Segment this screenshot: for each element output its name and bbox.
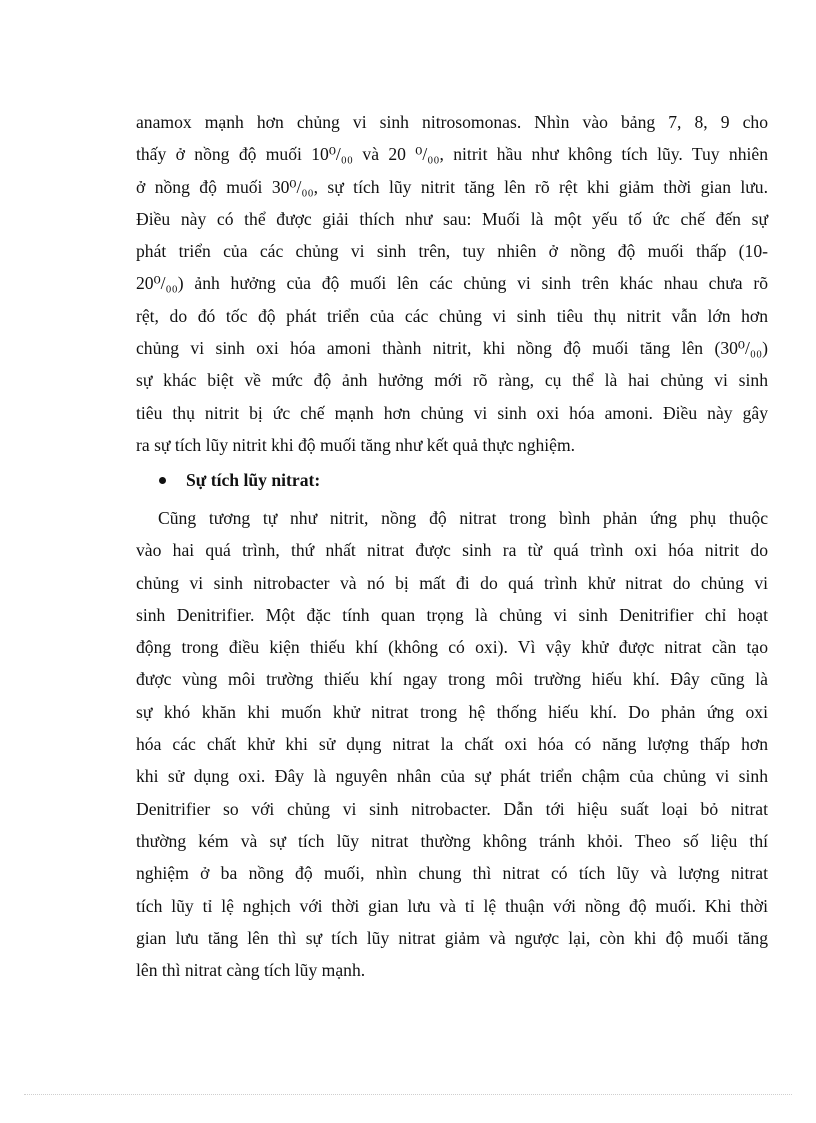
text-line: hóa các chất khử khi sử dụng nitrat la chất oxi hóa có năng lượng thấp hơn: [136, 734, 768, 755]
section-heading-nitrate: [159, 464, 320, 496]
text-line: Denitrifier so với chủng vi sinh nitrobacter. Dẫn tới hiệu suất loại bỏ nitrat: [136, 798, 768, 819]
text-line: Điều này có thể được giải thích như sau: Muối là một yếu tố ức chế đến sự: [136, 208, 768, 229]
text-line: ra sự tích lũy nitrit khi độ muối tăng như kết quả thực nghiệm.: [136, 434, 576, 455]
text-line: vào hai quá trình, thứ nhất nitrat được sinh ra từ quá trình oxi hóa nitrit do: [136, 540, 768, 561]
text-line: nghiệm ở ba nồng độ muối, nhìn chung thì nitrat có tích lũy và lượng nitrat: [136, 863, 768, 884]
text-line: sự khó khăn khi muốn khử nitrat trong hệ thống hiếu khí. Do phản ứng oxi: [136, 701, 768, 722]
section-heading-text: Sự tích lũy nitrat:: [186, 470, 321, 490]
text-line: khi sử dụng oxi. Đây là nguyên nhân của sự phát triển chậm của chủng vi sinh: [136, 766, 768, 787]
text-line: lên thì nitrat càng tích lũy mạnh.: [136, 960, 366, 981]
text-line: Cũng tương tự như nitrit, nồng độ nitrat trong bình phản ứng phụ thuộc: [158, 508, 768, 528]
text-line: chủng vi sinh oxi hóa amoni thành nitrit, khi nồng độ muối tăng lên (30⁰/₀₀): [136, 338, 768, 359]
bullet-icon: [159, 477, 166, 484]
text-line: thường kém và sự tích lũy nitrat thường không tránh khỏi. Theo số liệu thí: [136, 830, 768, 851]
text-line: ở nồng độ muối 30⁰/₀₀, sự tích lũy nitrit tăng lên rõ rệt khi giảm thời gian lưu.: [136, 176, 768, 197]
text-line: rệt, do đó tốc độ phát triển của các chủng vi sinh tiêu thụ nitrit vẫn lớn hơn: [136, 305, 768, 326]
page-footer-divider: [24, 1094, 792, 1095]
text-line: gian lưu tăng lên thì sự tích lũy nitrat giảm và ngược lại, còn khi độ muối tăng: [136, 927, 768, 948]
paragraph-nitrite-explanation: [136, 106, 768, 461]
text-line: 20⁰/₀₀) ảnh hưởng của độ muối lên các chủng vi sinh trên khác nhau chưa rõ: [136, 273, 768, 294]
text-line: tích lũy tỉ lệ nghịch với thời gian lưu và tỉ lệ thuận với nồng độ muối. Khi thời: [136, 895, 768, 916]
text-line: anamox mạnh hơn chủng vi sinh nitrosomonas. Nhìn vào bảng 7, 8, 9 cho: [136, 112, 768, 132]
text-line: sự khác biệt về mức độ ảnh hưởng mới rõ ràng, cụ thể là hai chủng vi sinh: [136, 370, 768, 391]
text-line: thấy ở nồng độ muối 10⁰/₀₀ và 20 ⁰/₀₀, nitrit hầu như không tích lũy. Tuy nhiên: [136, 144, 768, 165]
text-line: sinh Denitrifier. Một đặc tính quan trọng là chủng vi sinh Denitrifier chỉ hoạt: [136, 604, 768, 625]
text-line: tiêu thụ nitrit bị ức chế mạnh hơn chủng vi sinh oxi hóa amoni. Điều này gây: [136, 402, 768, 423]
text-line: chủng vi sinh nitrobacter và nó bị mất đi do quá trình khử nitrat do chủng vi: [136, 572, 768, 593]
text-line: được vùng môi trường thiếu khí ngay trong môi trường hiếu khí. Đây cũng là: [136, 669, 768, 690]
paragraph-nitrate-accumulation: [136, 502, 768, 986]
text-line: động trong điều kiện thiếu khí (không có oxi). Vì vậy khử được nitrat cần tạo: [136, 637, 768, 658]
text-line: phát triển của các chủng vi sinh trên, tuy nhiên ở nồng độ muối thấp (10-: [136, 241, 768, 262]
